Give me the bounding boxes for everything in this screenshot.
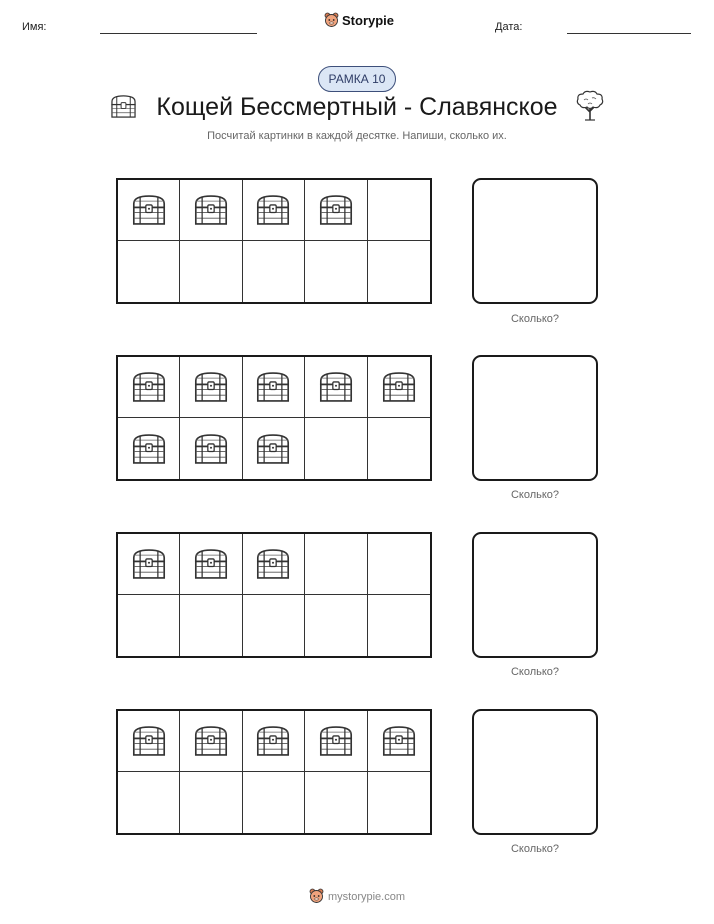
name-label: Имя: [22, 21, 47, 33]
treasure-chest-icon [254, 431, 292, 467]
frame-cell [180, 418, 242, 479]
treasure-chest-icon [130, 192, 168, 228]
frame-cell [118, 241, 180, 302]
treasure-chest-icon [317, 192, 355, 228]
frame-cell [243, 711, 305, 772]
ten-frame-3 [116, 532, 432, 658]
frame-cell [180, 534, 242, 595]
frame-cell [118, 418, 180, 479]
frame-cell [118, 772, 180, 833]
instructions: Посчитай картинки в каждой десятке. Напиши, сколько их. [207, 130, 507, 142]
treasure-chest-icon [130, 546, 168, 582]
frame-cell [243, 241, 305, 302]
frame-cell [118, 711, 180, 772]
frame-cell [368, 595, 430, 656]
frame-cell [305, 772, 367, 833]
treasure-chest-icon [317, 723, 355, 759]
frame-cell [180, 772, 242, 833]
treasure-chest-icon [192, 369, 230, 405]
frame-type-badge: РАМКА 10 [318, 66, 396, 92]
frame-cell [368, 418, 430, 479]
frame-cell [243, 595, 305, 656]
frame-cell [180, 357, 242, 418]
storypie-mascot-icon [309, 888, 324, 905]
frame-cell [180, 595, 242, 656]
brand-name: Storypie [342, 13, 395, 28]
answer-label-4: Сколько? [510, 843, 560, 855]
treasure-chest-icon [130, 723, 168, 759]
frame-cell [118, 180, 180, 241]
treasure-chest-icon [192, 546, 230, 582]
frame-cell [180, 180, 242, 241]
frame-cell [368, 772, 430, 833]
frame-cell [368, 357, 430, 418]
frame-cell [118, 534, 180, 595]
frame-cell [305, 357, 367, 418]
frame-cell [243, 772, 305, 833]
date-label: Дата: [495, 21, 523, 33]
treasure-chest-icon [380, 369, 418, 405]
answer-box-2[interactable] [472, 355, 598, 481]
treasure-chest-icon [192, 192, 230, 228]
treasure-chest-icon [192, 723, 230, 759]
answer-label-2: Сколько? [510, 489, 560, 501]
footer [0, 888, 714, 905]
ten-frame-4 [116, 709, 432, 835]
frame-cell [243, 357, 305, 418]
treasure-chest-icon [317, 369, 355, 405]
treasure-chest-icon [192, 431, 230, 467]
frame-cell [305, 534, 367, 595]
frame-cell [118, 595, 180, 656]
frame-cell [305, 711, 367, 772]
frame-cell [368, 534, 430, 595]
answer-label-3: Сколько? [510, 666, 560, 678]
answer-box-1[interactable] [472, 178, 598, 304]
date-field[interactable] [567, 33, 691, 34]
ten-frame-1 [116, 178, 432, 304]
treasure-chest-icon [254, 369, 292, 405]
treasure-chest-icon [380, 723, 418, 759]
footer-url: mystorypie.com [327, 890, 406, 903]
frame-cell [243, 418, 305, 479]
name-field[interactable] [100, 33, 257, 34]
treasure-chest-icon [254, 723, 292, 759]
answer-box-4[interactable] [472, 709, 598, 835]
page-title: Кощей Бессмертный - Славянское [156, 93, 558, 121]
frame-cell [243, 534, 305, 595]
ten-frame-2 [116, 355, 432, 481]
treasure-chest-icon [130, 369, 168, 405]
frame-cell [368, 241, 430, 302]
answer-label-1: Сколько? [510, 313, 560, 325]
frame-cell [305, 241, 367, 302]
treasure-chest-icon [130, 431, 168, 467]
treasure-chest-icon [254, 546, 292, 582]
frame-cell [368, 711, 430, 772]
storypie-mascot-icon [324, 12, 339, 29]
frame-cell [243, 180, 305, 241]
frame-cell [118, 357, 180, 418]
brand-logo [324, 12, 394, 29]
frame-cell [368, 180, 430, 241]
frame-cell [180, 241, 242, 302]
treasure-chest-icon [254, 192, 292, 228]
answer-box-3[interactable] [472, 532, 598, 658]
tree-icon [574, 90, 606, 122]
frame-cell [305, 595, 367, 656]
frame-cell [180, 711, 242, 772]
frame-cell [305, 180, 367, 241]
frame-cell [305, 418, 367, 479]
